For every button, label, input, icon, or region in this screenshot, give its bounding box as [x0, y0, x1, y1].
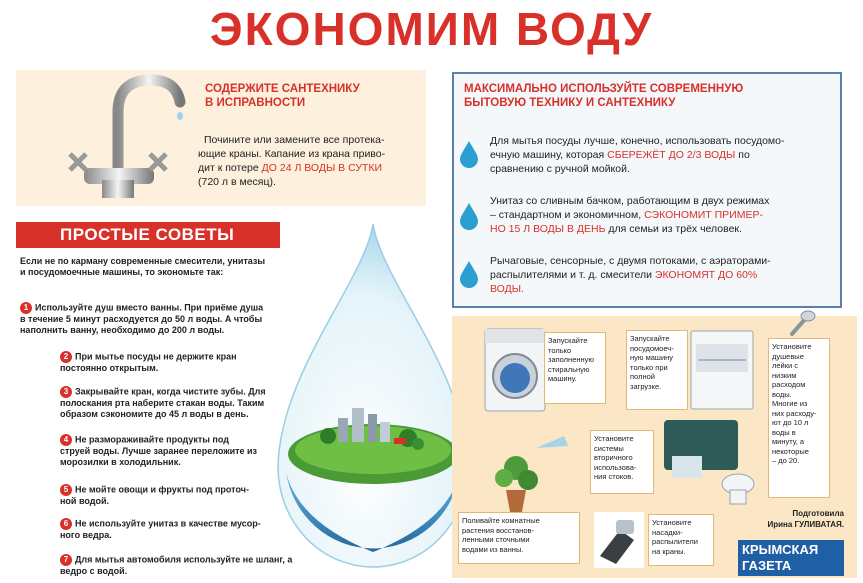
tip-item-3: 3 Закрывайте кран, когда чистите зубы. Для полоскания рта наберите стакан воды. Таким образом сэкономите до 45 л воды в день.	[60, 386, 266, 419]
maintenance-text-line3: дит к потере ДО 24 Л ВОДЫ В СУТКИ	[198, 162, 383, 174]
maintenance-text-line2: ющие краны. Капание из крана приво-	[198, 148, 386, 160]
tip-item-6: 6 Не используйте унитаз в качестве мусор- ного ведра.	[60, 518, 261, 540]
shower-head-icon	[788, 308, 816, 338]
plant-watering-icon	[486, 428, 576, 514]
faucet-aerator-icon	[594, 512, 644, 568]
note-shower: Установите душевые лейки с низким расходом воды. Многие из них расходу- ют до 10 л воды в минуту, а некоторые – до 20.	[768, 338, 830, 498]
maintenance-highlight: ДО 24 Л ВОДЫ В СУТКИ	[261, 162, 383, 174]
maintenance-text-line1: Почините или замените все протека-	[204, 134, 385, 146]
note-washer: Запускайте только заполненную стиральную машину.	[544, 332, 606, 404]
washing-machine-icon	[484, 328, 546, 412]
maintenance-heading-line2: В ИСПРАВНОСТИ	[205, 97, 306, 109]
note-recycle: Установите системы вторичного использова- ния стоков.	[590, 430, 654, 494]
appliance-tip-dishwasher: Для мытья посуды лучше, конечно, использовать посудомо- ечную машину, которая СБЕРЕЖЁТ ДО 2/3 ВОДЫ по сравнению с ручной мойкой.	[490, 135, 785, 175]
tip-item-2: 2 При мытье посуды не держите кран постоянно открытым.	[60, 351, 237, 373]
water-drop-icon	[458, 140, 480, 168]
appliance-tip-mixers: Рычаговые, сенсорные, с двумя потоками, с аэраторами- распылителями и т. д. смесители ЭКОНОМЯТ ДО 60% ВОДЫ.	[490, 255, 771, 295]
credit-line1: Подготовила	[792, 509, 844, 518]
tips-banner-label: ПРОСТЫЕ СОВЕТЫ	[60, 225, 235, 244]
newspaper-logo: КРЫМСКАЯ ГАЗЕТА	[738, 540, 844, 576]
tip-item-5: 5 Не мойте овощи и фрукты под проточ- ной водой.	[60, 484, 249, 506]
toilet-tank-icon	[660, 416, 760, 506]
tip-item-7: 7 Для мытья автомобиля используйте не шланг, а ведро с водой.	[60, 554, 293, 576]
water-drop-earth-illustration	[268, 222, 478, 577]
credit-line2: Ирина ГУЛИВАТАЯ.	[767, 520, 844, 529]
appliances-heading-line1: МАКСИМАЛЬНО ИСПОЛЬЗУЙТЕ СОВРЕМЕННУЮ	[464, 83, 744, 95]
page-title: ЭКОНОМИМ ВОДУ	[209, 3, 654, 55]
tips-intro-line2: и посудомоечные машины, то экономьте так:	[20, 267, 224, 277]
note-plants: Поливайте комнатные растения восстанов- ленными сточными водами из ванны.	[458, 512, 580, 564]
note-aerator: Установите насадки- распылители на краны.	[648, 514, 714, 566]
appliance-tip-toilet: Унитаз со сливным бачком, работающим в двух режимах – стандартном и экономичном, СЭКОНОМИТ ПРИМЕР- НО 15 Л ВОДЫ В ДЕНЬ для семьи из трёх человек.	[490, 195, 770, 235]
maintenance-text-line4: (720 л в месяц).	[198, 176, 276, 188]
appliances-heading-line2: БЫТОВУЮ ТЕХНИКУ И САНТЕХНИКУ	[464, 97, 676, 109]
dishwasher-icon	[690, 330, 754, 410]
note-dishwasher: Запускайте посудомоеч- ную машину только при полной загрузке.	[626, 330, 688, 410]
tip-item-1: 1 Используйте душ вместо ванны. При приёме душа в течение 5 минут расходуется до 50 л воды. А чтобы наполнить ванну, необходимо до 200 л воды.	[20, 302, 264, 335]
maintenance-heading-line1: СОДЕРЖИТЕ САНТЕХНИКУ	[205, 83, 360, 95]
tip-item-4: 4 Не размораживайте продукты под струей воды. Лучше заранее переложите из морозилки в холодильник.	[60, 434, 258, 467]
faucet-icon	[56, 72, 186, 202]
tips-intro-line1: Если не по карману современные смесители, унитазы	[20, 256, 266, 266]
